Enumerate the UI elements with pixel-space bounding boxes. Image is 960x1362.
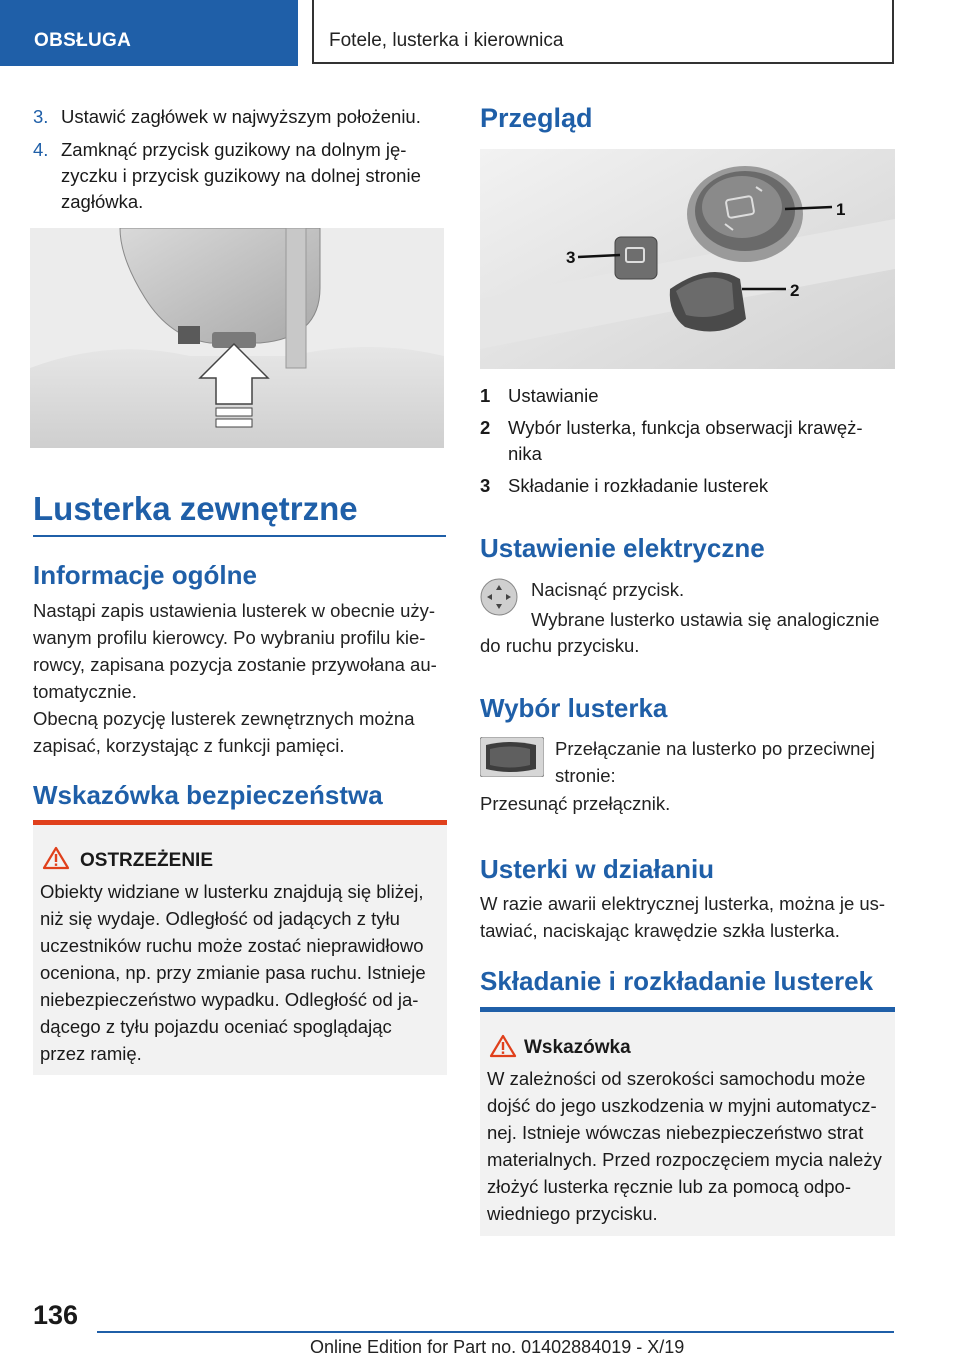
- legend-text: Ustawianie: [508, 385, 599, 406]
- text-line: niebezpieczeństwo wypadku. Odległość od ja-: [40, 989, 419, 1010]
- section-tab: [0, 0, 298, 66]
- electric-text-2b: do ruchu przycisku.: [480, 635, 640, 656]
- page-header: [0, 0, 960, 66]
- subsection-title: Usterki w działaniu: [480, 854, 715, 884]
- note-box: [480, 1007, 895, 1236]
- warning-bar: [33, 820, 447, 825]
- chapter-title: Fotele, lusterka i kierownica: [329, 30, 564, 51]
- warning-triangle-icon: [42, 846, 70, 870]
- mirror-controls-illustration: [480, 149, 895, 369]
- note-title: Wskazówka: [524, 1037, 631, 1058]
- text-line: nej. Istnieje wówczas niebezpieczeństwo strat: [487, 1122, 864, 1143]
- subsection-title: Wybór lusterka: [480, 693, 668, 723]
- footer-rule: [97, 1331, 894, 1333]
- warning-title: OSTRZEŻENIE: [80, 850, 214, 871]
- general-paragraph-1: [33, 597, 448, 705]
- electric-text-1: Nacisnąć przycisk.: [531, 579, 685, 600]
- callout-2: 2: [790, 281, 800, 300]
- section-title: Lusterka zewnętrzne: [33, 490, 358, 527]
- text-line: W zależności od szerokości samochodu może: [487, 1068, 866, 1089]
- text-line: wiedniego przycisku.: [487, 1203, 658, 1224]
- general-paragraph-2: [33, 705, 448, 759]
- step-4: [33, 137, 453, 217]
- text-line: niż się wydaje. Odległość od jadących z tyłu: [40, 908, 400, 929]
- headrest-illustration: [30, 228, 444, 448]
- step-text-line: zagłówka.: [61, 191, 144, 212]
- legend-item-2: [480, 415, 895, 467]
- text-line: przez ramię.: [40, 1043, 142, 1064]
- step-3: [33, 104, 453, 130]
- text-line: stronie:: [555, 765, 616, 786]
- legend-text: Wybór lusterka, funkcja obserwacji krawęż-: [508, 417, 863, 438]
- overview-title: Przegląd: [480, 103, 593, 133]
- step-number: 4.: [33, 139, 49, 160]
- section-rule: [33, 535, 446, 537]
- note-text: [487, 1065, 892, 1227]
- warning-box: [33, 820, 447, 1075]
- electric-text-2a: Wybrane lusterko ustawia się analogicznie: [531, 609, 880, 630]
- subsection-title: Ustawienie elektryczne: [480, 533, 765, 563]
- text-line: złożyć lusterka ręcznie lub za pomocą odpo-: [487, 1176, 852, 1197]
- legend-text: nika: [508, 443, 542, 464]
- legend-text: Składanie i rozkładanie lusterek: [508, 475, 769, 496]
- legend-item-1: [480, 383, 895, 409]
- chapter-title-box: [312, 0, 894, 64]
- step-text: Ustawić zagłówek w najwyższym położeniu.: [61, 106, 421, 127]
- step-number: 3.: [33, 106, 49, 127]
- text-line: tawiać, naciskając krawędzie szkła lusterka.: [480, 920, 840, 941]
- text-line: W razie awarii elektrycznej lusterka, można je us-: [480, 893, 886, 914]
- callout-1: 1: [836, 200, 846, 219]
- text-line: uczestników ruchu może zostać nieprawidłowo: [40, 935, 424, 956]
- mirror-selector-switch-icon: [480, 737, 544, 777]
- select-text-2: Przesunąć przełącznik.: [480, 793, 671, 814]
- legend-item-3: [480, 473, 895, 499]
- legend-number: 2: [480, 417, 491, 438]
- subsection-title: Informacje ogólne: [33, 560, 257, 590]
- text-line: dojść do jego uszkodzenia w myjni automatycz-: [487, 1095, 877, 1116]
- fault-paragraph: [480, 890, 895, 944]
- edition-text: Online Edition for Part no. 01402884019 - X/19: [310, 1337, 685, 1357]
- text-line: Obecną pozycję lusterek zewnętrznych można: [33, 708, 415, 729]
- section-label: OBSŁUGA: [34, 30, 132, 51]
- subsection-title: Składanie i rozkładanie lusterek: [480, 966, 874, 996]
- text-line: Nastąpi zapis ustawienia lusterek w obecnie uży-: [33, 600, 436, 621]
- note-bar: [480, 1007, 895, 1012]
- text-line: rowcy, zapisana pozycja zostanie przywołana au-: [33, 654, 437, 675]
- page-number: 136: [33, 1300, 79, 1330]
- legend-number: 1: [480, 385, 491, 406]
- warning-text: [40, 878, 445, 1067]
- text-line: wanym profilu kierowcy. Po wybraniu profilu kie-: [33, 627, 426, 648]
- text-line: dącego z tyłu pojazdu oceniać spoglądając: [40, 1016, 392, 1037]
- text-line: Obiekty widziane w lusterku znajdują się bliżej,: [40, 881, 424, 902]
- select-text-1: [555, 735, 895, 789]
- text-line: tomatycznie.: [33, 681, 137, 702]
- step-text-line: zyczku i przycisk guzikowy na dolnej stronie: [61, 165, 421, 186]
- step-text-line: Zamknąć przycisk guzikowy na dolnym ję-: [61, 139, 407, 160]
- text-line: zapisać, korzystając z funkcji pamięci.: [33, 735, 345, 756]
- callout-3: 3: [566, 248, 576, 267]
- mirror-adjust-button-icon: [480, 578, 518, 616]
- text-line: materialnych. Przed rozpoczęciem mycia należy: [487, 1149, 882, 1170]
- note-triangle-icon: [489, 1034, 517, 1058]
- subsection-title: Wskazówka bezpieczeństwa: [33, 780, 383, 810]
- text-line: oceniona, np. przy zmianie pasa ruchu. Istnieje: [40, 962, 426, 983]
- legend-number: 3: [480, 475, 491, 496]
- text-line: Przełączanie na lusterko po przeciwnej: [555, 738, 875, 759]
